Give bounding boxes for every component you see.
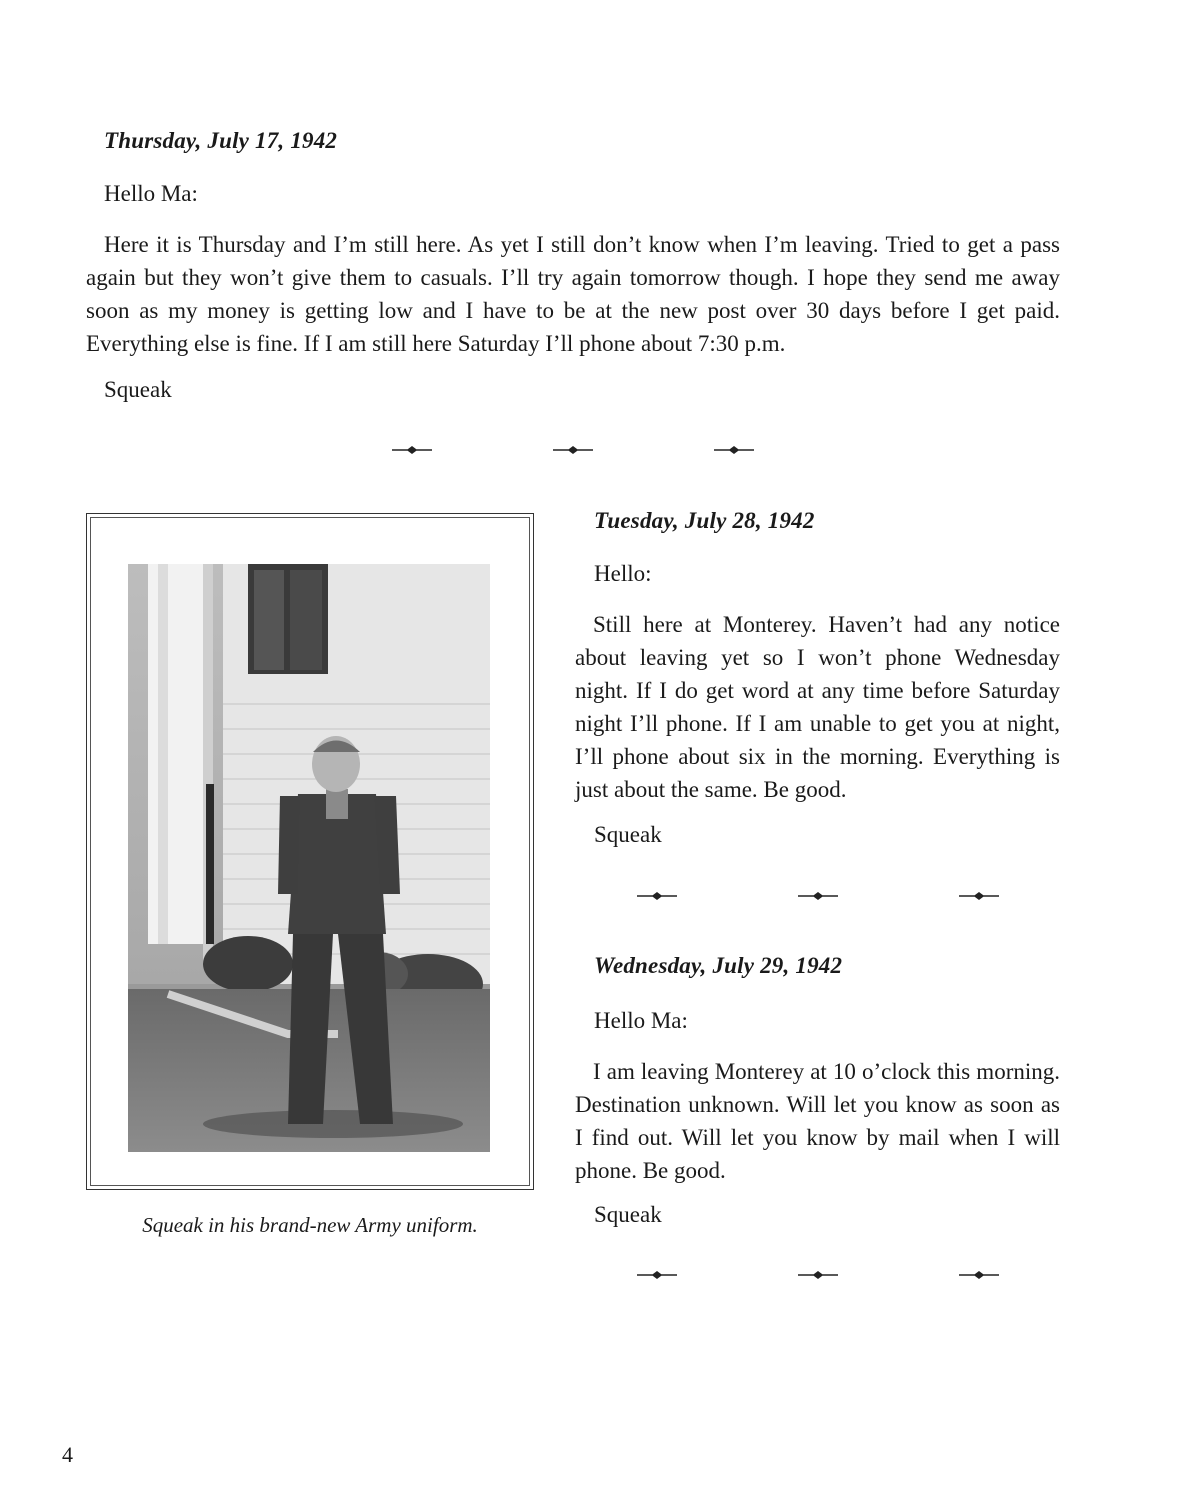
- ornament-icon: [798, 1270, 838, 1280]
- letter-3-signature: Squeak: [594, 1202, 662, 1227]
- letter-1-date: Thursday, July 17, 1942: [104, 128, 338, 153]
- photograph-frame: [86, 513, 534, 1190]
- photo-caption: Squeak in his brand-new Army uniform.: [142, 1213, 478, 1237]
- letter-1-greeting: Hello Ma:: [104, 181, 198, 206]
- ornament-icon: [392, 445, 432, 455]
- soldier-photograph: [128, 564, 490, 1152]
- ornament-icon: [637, 1270, 677, 1280]
- ornament-icon: [959, 891, 999, 901]
- page-number: 4: [62, 1442, 73, 1467]
- letter-1-body: Here it is Thursday and I’m still here. As yet I still don’t know when I’m leaving. Tried to get a pass again but they won’t give them to casuals. I’ll try again tomorrow though. I hope they send me away soon as my money is getting low and I have to be at the new post over 30 days before I get paid. Everything else is fine. If I am still here Saturday I’ll phone about 7:30 p.m.: [86, 232, 1060, 356]
- letter-2-body: Still here at Monterey. Haven’t had any notice about leaving yet so I won’t phone Wednesday night. If I do get word at any time before Saturday night I’ll phone. If I am unable to get you at night, I’ll phone about six in the morning. Everything is just about the same. Be good.: [575, 612, 1060, 802]
- ornament-icon: [553, 445, 593, 455]
- ornament-icon: [637, 891, 677, 901]
- ornament-icon: [714, 445, 754, 455]
- ornament-icon: [959, 1270, 999, 1280]
- letter-2-greeting: Hello:: [594, 561, 652, 586]
- letter-2-date: Tuesday, July 28, 1942: [594, 508, 815, 533]
- letter-2-signature: Squeak: [594, 822, 662, 847]
- ornament-icon: [798, 891, 838, 901]
- letter-1-signature: Squeak: [104, 377, 172, 402]
- letter-3-body: I am leaving Monterey at 10 o’clock this morning. Destination unknown. Will let you know as soon as I find out. Will let you know by mail when I will phone. Be good.: [575, 1059, 1060, 1183]
- letter-3-greeting: Hello Ma:: [594, 1008, 688, 1033]
- letter-3-date: Wednesday, July 29, 1942: [594, 953, 843, 978]
